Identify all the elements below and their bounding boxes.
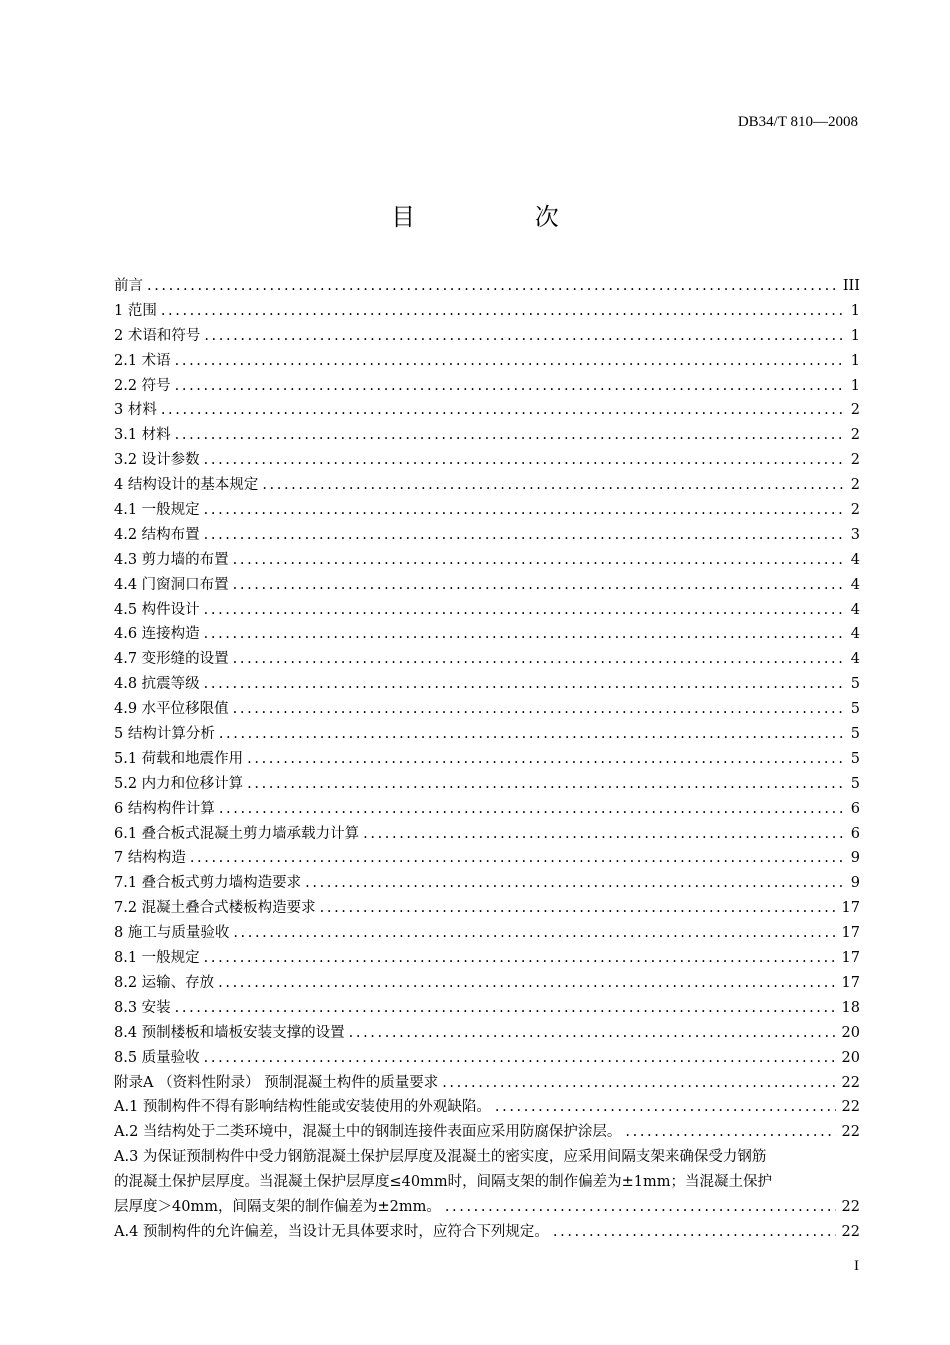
toc-entry[interactable] xyxy=(114,274,860,299)
toc-entry-page: 20 xyxy=(841,1049,860,1066)
toc-entry-label: 3.2 设计参数 xyxy=(114,452,200,469)
toc-entry-label: 8.1 一般规定 xyxy=(114,950,200,967)
toc-entry[interactable] xyxy=(114,498,860,523)
toc-entry-page: 1 xyxy=(850,302,860,319)
toc-entry[interactable] xyxy=(114,448,860,473)
toc-entry-label: 4.8 抗震等级 xyxy=(114,676,200,693)
leader-dots xyxy=(363,822,844,847)
toc-entry-page: 22 xyxy=(841,1124,860,1141)
toc-entry[interactable] xyxy=(114,1071,860,1096)
toc-entry[interactable] xyxy=(114,1095,860,1120)
toc-entry-a3-line3[interactable] xyxy=(114,1195,860,1220)
toc-entry-page: 17 xyxy=(841,950,860,967)
toc-entry-page: 17 xyxy=(841,900,860,917)
toc-entry-label: A.4 预制构件的允许偏差，当设计无具体要求时，应符合下列规定。 xyxy=(114,1223,549,1240)
toc-entry-label: 4.7 变形缝的设置 xyxy=(114,651,229,668)
toc-entry-label: 4.4 门窗洞口布置 xyxy=(114,576,229,593)
toc-entry-page: 6 xyxy=(850,800,860,817)
leader-dots xyxy=(204,946,836,971)
toc-entry-page: 1 xyxy=(850,352,860,369)
toc-entry-label: 3 材料 xyxy=(114,402,157,419)
toc-entry[interactable] xyxy=(114,946,860,971)
toc-entry[interactable] xyxy=(114,573,860,598)
toc-entry-label: 2.1 术语 xyxy=(114,352,171,369)
leader-dots xyxy=(204,523,844,548)
toc-entry-page: 2 xyxy=(850,427,860,444)
toc-entry-label: 7 结构构造 xyxy=(114,850,186,867)
leader-dots xyxy=(233,697,844,722)
toc-entry[interactable] xyxy=(114,996,860,1021)
leader-dots xyxy=(233,921,835,946)
toc-entry[interactable] xyxy=(114,747,860,772)
toc-entry-page: 22 xyxy=(841,1198,860,1215)
toc-entry-label: 4.3 剪力墙的布置 xyxy=(114,551,229,568)
toc-entry[interactable] xyxy=(114,1021,860,1046)
document-code: DB34/T 810—2008 xyxy=(737,114,858,130)
leader-dots xyxy=(175,423,844,448)
toc-entry-label: 2 术语和符号 xyxy=(114,327,201,344)
toc-entry-page: 22 xyxy=(841,1099,860,1116)
leader-dots xyxy=(442,1071,835,1096)
leader-dots xyxy=(204,622,844,647)
toc-entries xyxy=(114,274,860,1145)
leader-dots xyxy=(190,846,844,871)
toc-entry-page: 18 xyxy=(841,999,860,1016)
page-title: 目 次 xyxy=(391,203,615,231)
leader-dots xyxy=(495,1095,836,1120)
toc-entry-page: 22 xyxy=(841,1074,860,1091)
table-of-contents xyxy=(114,274,860,1245)
toc-entry-page: 2 xyxy=(850,502,860,519)
toc-entry[interactable] xyxy=(114,598,860,623)
toc-entry[interactable] xyxy=(114,772,860,797)
toc-entry-label: 4.1 一般规定 xyxy=(114,502,200,519)
toc-entry-label: 前言 xyxy=(114,278,143,294)
toc-entry-label: 4.2 结构布置 xyxy=(114,526,200,543)
leader-dots xyxy=(147,274,837,299)
toc-entry-a4[interactable] xyxy=(114,1220,860,1245)
toc-entry-label: 4.6 连接构造 xyxy=(114,626,200,643)
leader-dots xyxy=(262,473,844,498)
toc-entry-label: A.1 预制构件不得有影响结构性能或安装使用的外观缺陷。 xyxy=(114,1099,491,1116)
toc-entry-page: 5 xyxy=(850,775,860,792)
leader-dots xyxy=(553,1220,836,1245)
toc-entry-page: 2 xyxy=(850,477,860,494)
toc-entry[interactable] xyxy=(114,398,860,423)
toc-entry-page: 22 xyxy=(841,1223,860,1240)
toc-entry-label: 8.4 预制楼板和墙板安装支撑的设置 xyxy=(114,1024,345,1041)
toc-entry[interactable] xyxy=(114,473,860,498)
toc-entry-label: 8 施工与质量验收 xyxy=(114,925,230,942)
toc-entry[interactable] xyxy=(114,797,860,822)
leader-dots xyxy=(233,647,844,672)
leader-dots xyxy=(204,672,844,697)
leader-dots xyxy=(204,448,844,473)
toc-entry-label: 4.9 水平位移限值 xyxy=(114,701,229,718)
leader-dots xyxy=(161,398,844,423)
toc-entry[interactable] xyxy=(114,523,860,548)
toc-entry[interactable] xyxy=(114,722,860,747)
toc-entry[interactable] xyxy=(114,697,860,722)
page-number: I xyxy=(854,1258,859,1274)
leader-dots xyxy=(204,498,844,523)
toc-entry-page: 5 xyxy=(850,726,860,743)
toc-entry-page: 20 xyxy=(841,1024,860,1041)
toc-entry-label: 7.1 叠合板式剪力墙构造要求 xyxy=(114,875,302,892)
toc-entry[interactable] xyxy=(114,374,860,399)
toc-entry[interactable] xyxy=(114,299,860,324)
toc-entry-label: 2.2 符号 xyxy=(114,377,171,394)
toc-entry-label: 8.3 安装 xyxy=(114,999,171,1016)
toc-entry-label: 7.2 混凝土叠合式楼板构造要求 xyxy=(114,900,316,917)
toc-entry-page: 5 xyxy=(850,701,860,718)
toc-entry-label: 6 结构构件计算 xyxy=(114,800,215,817)
toc-entry-page: 4 xyxy=(850,601,860,618)
leader-dots xyxy=(219,722,844,747)
leader-dots xyxy=(161,299,844,324)
leader-dots xyxy=(625,1120,835,1145)
toc-entry-page: 5 xyxy=(850,750,860,767)
toc-entry-label: 4.5 构件设计 xyxy=(114,601,200,618)
toc-entry-label: 层厚度＞40mm，间隔支架的制作偏差为±2mm。 xyxy=(114,1198,441,1215)
toc-entry[interactable] xyxy=(114,822,860,847)
leader-dots xyxy=(247,772,844,797)
toc-entry[interactable] xyxy=(114,921,860,946)
leader-dots xyxy=(175,374,844,399)
leader-dots xyxy=(175,349,844,374)
toc-entry-label: 4 结构设计的基本规定 xyxy=(114,477,259,494)
leader-dots xyxy=(247,747,844,772)
toc-entry-label: 5.2 内力和位移计算 xyxy=(114,775,244,792)
toc-entry-page: 4 xyxy=(850,651,860,668)
toc-entry-page: 2 xyxy=(850,452,860,469)
toc-entry[interactable] xyxy=(114,647,860,672)
toc-entry-label: 1 范围 xyxy=(114,302,157,319)
toc-entry-label: 6.1 叠合板式混凝土剪力墙承载力计算 xyxy=(114,825,360,842)
toc-entry-label: 3.1 材料 xyxy=(114,427,171,444)
toc-entry-page: III xyxy=(842,278,860,294)
leader-dots xyxy=(218,971,835,996)
leader-dots xyxy=(305,871,844,896)
leader-dots xyxy=(204,598,844,623)
toc-entry[interactable] xyxy=(114,622,860,647)
toc-entry-label: 8.2 运输、存放 xyxy=(114,974,215,991)
toc-entry-page: 17 xyxy=(841,974,860,991)
leader-dots xyxy=(320,896,836,921)
leader-dots xyxy=(445,1195,836,1220)
toc-entry-page: 4 xyxy=(850,551,860,568)
leader-dots xyxy=(204,324,844,349)
toc-entry[interactable] xyxy=(114,548,860,573)
toc-entry-page: 9 xyxy=(850,850,860,867)
toc-entry[interactable] xyxy=(114,423,860,448)
toc-entry[interactable] xyxy=(114,672,860,697)
toc-entry-page: 4 xyxy=(850,626,860,643)
toc-entry-page: 2 xyxy=(850,402,860,419)
toc-entry-page: 5 xyxy=(850,676,860,693)
leader-dots xyxy=(204,1046,836,1071)
toc-entry[interactable] xyxy=(114,1120,860,1145)
toc-entry-page: 6 xyxy=(850,825,860,842)
toc-entry[interactable] xyxy=(114,971,860,996)
toc-entry-label: 附录A （资料性附录） 预制混凝土构件的质量要求 xyxy=(114,1074,439,1091)
toc-entry-page: 3 xyxy=(850,526,860,543)
toc-entry[interactable] xyxy=(114,324,860,349)
toc-entry-label: A.2 当结构处于二类环境中，混凝土中的钢制连接件表面应采用防腐保护涂层。 xyxy=(114,1124,622,1141)
leader-dots xyxy=(349,1021,836,1046)
leader-dots xyxy=(175,996,836,1021)
toc-entry[interactable] xyxy=(114,871,860,896)
leader-dots xyxy=(233,548,844,573)
toc-entry-a3-line1[interactable]: A.3 为保证预制构件中受力钢筋混凝土保护层厚度及混凝土的密实度，应采用间隔支架来确保受力钢筋 xyxy=(114,1149,767,1166)
toc-entry-page: 1 xyxy=(850,377,860,394)
toc-entry-page: 9 xyxy=(850,875,860,892)
toc-entry-label: 8.5 质量验收 xyxy=(114,1049,200,1066)
leader-dots xyxy=(233,573,844,598)
toc-entry-page: 17 xyxy=(841,925,860,942)
toc-entry[interactable] xyxy=(114,846,860,871)
toc-entry[interactable] xyxy=(114,896,860,921)
leader-dots xyxy=(219,797,844,822)
toc-entry-label: 5.1 荷载和地震作用 xyxy=(114,750,244,767)
toc-entry[interactable] xyxy=(114,349,860,374)
toc-entry-page: 4 xyxy=(850,576,860,593)
toc-entry-a3-line2[interactable]: 的混凝土保护层厚度。当混凝土保护层厚度≤40mm时，间隔支架的制作偏差为±1mm；当混凝土保护 xyxy=(114,1174,772,1191)
toc-entry-page: 1 xyxy=(850,327,860,344)
toc-entry-label: 5 结构计算分析 xyxy=(114,726,215,743)
toc-entry[interactable] xyxy=(114,1046,860,1071)
